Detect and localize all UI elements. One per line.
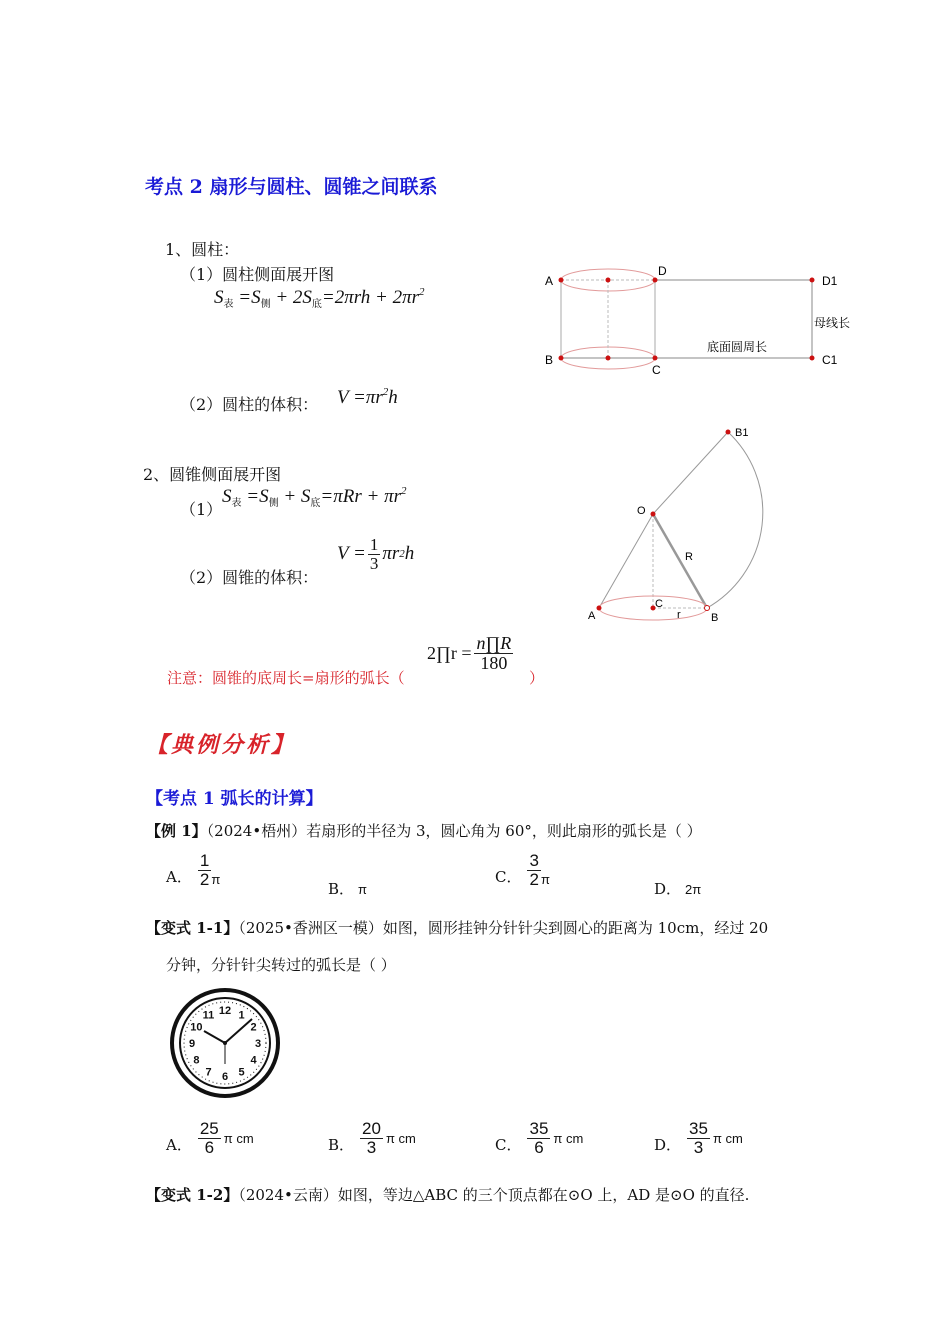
- cone-unfold-diagram: [580, 422, 780, 632]
- label-r: r: [677, 609, 681, 621]
- cylinder-item1: （1）圆柱侧面展开图: [180, 265, 335, 284]
- section-title: 考点 2 扇形与圆柱、圆锥之间联系: [145, 176, 438, 198]
- variant11-option-d[interactable]: D． $\frac{35}{3}$ π cm: [654, 1119, 743, 1157]
- label-R: R: [685, 551, 693, 563]
- clock-numeral: 5: [238, 1066, 245, 1079]
- cylinder-item2: （2）圆柱的体积：: [180, 395, 319, 414]
- variant11-option-b[interactable]: B． $\frac{20}{3}$ π cm: [328, 1119, 416, 1157]
- example1-question: 【例 1】（2024•梧州）若扇形的半径为 3，圆心角为 60°，则此扇形的弧长是（ ）: [146, 822, 702, 840]
- cylinder-unfold-diagram: [540, 258, 870, 383]
- cylinder-heading: 1、圆柱：: [165, 240, 240, 259]
- label-base-circumference: 底面圆周长: [707, 340, 768, 354]
- label-generatrix: 母线长: [814, 316, 851, 330]
- example1-option-a[interactable]: A． $\frac{1}{2}$ π: [166, 851, 221, 889]
- clock-numeral: 10: [190, 1021, 203, 1034]
- label-B: B: [711, 612, 719, 624]
- cone-surface-formula: $S_表 =S_侧 + S_底=\pi Rr + \pi r^2$: [222, 485, 407, 509]
- label-C: C: [655, 598, 663, 610]
- example1-option-c[interactable]: C． $\frac{3}{2}$ π: [495, 851, 550, 889]
- clock-numeral: 2: [250, 1021, 257, 1034]
- label-D1: D1: [822, 274, 838, 288]
- variant11-question-line2: 分钟，分针针尖转过的弧长是（ ）: [166, 956, 396, 974]
- note-close: ）: [529, 669, 545, 687]
- label-O: O: [637, 505, 646, 517]
- label-C1: C1: [822, 353, 838, 367]
- variant12-question: 【变式 1-2】（2024•云南）如图，等边△ABC 的三个顶点都在⊙O 上，AD 是⊙O 的直径.: [146, 1186, 750, 1204]
- analysis-heading: 【典例分析】: [146, 732, 297, 758]
- clock-numeral: 3: [254, 1038, 262, 1050]
- variant11-question-line1: 【变式 1-1】（2025•香洲区一模）如图，圆形挂钟分针针尖到圆心的距离为 10cm，经过 20: [146, 919, 769, 937]
- variant11-option-c[interactable]: C． $\frac{35}{6}$ π cm: [495, 1119, 584, 1157]
- clock-numeral: 6: [221, 1071, 229, 1083]
- clock-numeral: 1: [238, 1009, 245, 1022]
- label-B: B: [545, 353, 554, 367]
- cylinder-surface-formula: $S_表 =S_侧 + 2S_底=2\pi rh + 2\pi r^2$: [214, 286, 425, 310]
- note-formula: 2∏r = $\frac{n\prod R}{180}$: [427, 633, 512, 673]
- label-A: A: [545, 274, 554, 288]
- note-text: 注意：圆锥的底周长=扇形的弧长（: [167, 669, 405, 687]
- variant11-option-a[interactable]: A． $\frac{25}{6}$ π cm: [166, 1119, 254, 1157]
- label-D: D: [658, 264, 667, 278]
- clock-numeral: 7: [205, 1066, 212, 1079]
- clock-numeral: 4: [250, 1054, 257, 1067]
- cone-item1-label: （1）: [180, 500, 223, 519]
- kaodian1-heading: 【考点 1 弧长的计算】: [146, 789, 323, 809]
- label-C: C: [652, 363, 661, 377]
- example1-option-b[interactable]: B． π: [328, 880, 368, 898]
- example1-option-d[interactable]: D． 2π: [654, 880, 702, 898]
- cone-volume-formula: V = $\frac{1}{3}$ πr 2 h: [337, 535, 415, 573]
- clock-numeral: 12: [218, 1005, 232, 1017]
- clock-numeral: 8: [193, 1054, 200, 1067]
- clock-numeral: 11: [202, 1009, 215, 1022]
- label-A: A: [588, 610, 596, 622]
- cone-heading: 2、圆锥侧面展开图: [143, 465, 282, 484]
- wall-clock-figure: [168, 988, 282, 1098]
- label-B1: B1: [735, 427, 749, 439]
- cylinder-volume-formula: $V =\pi r^2h$: [337, 386, 398, 408]
- clock-numeral: 9: [188, 1038, 196, 1050]
- cone-item2: （2）圆锥的体积：: [180, 568, 319, 587]
